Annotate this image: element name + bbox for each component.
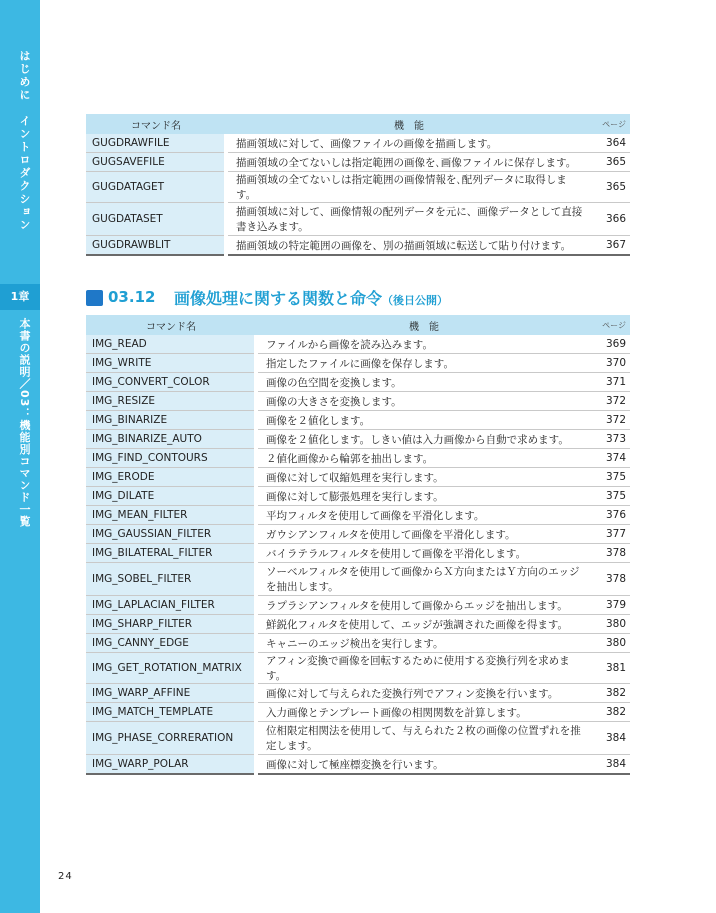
table-header-row	[86, 114, 630, 134]
command-name-cell: IMG_GAUSSIAN_FILTER	[86, 525, 256, 544]
page-cell: 370	[592, 354, 630, 373]
command-name-cell: IMG_CANNY_EDGE	[86, 634, 256, 653]
command-name-cell: IMG_BILATERAL_FILTER	[86, 544, 256, 563]
table-row	[86, 525, 630, 544]
page-cell: 382	[592, 684, 630, 703]
command-name-cell: IMG_READ	[86, 335, 256, 354]
page-cell: 365	[592, 153, 630, 172]
page-cell: 364	[592, 134, 630, 153]
table-row	[86, 430, 630, 449]
command-name-cell: IMG_CONVERT_COLOR	[86, 373, 256, 392]
command-name-cell: IMG_BINARIZE_AUTO	[86, 430, 256, 449]
page-cell: 378	[592, 563, 630, 596]
command-name-cell: IMG_DILATE	[86, 487, 256, 506]
chapter-sidebar	[0, 0, 40, 913]
page-cell: 378	[592, 544, 630, 563]
section-number: 03.12	[108, 288, 156, 306]
page-cell: 367	[592, 236, 630, 256]
sidebar-section-label: はじめに イントロダクション	[18, 50, 31, 232]
description-cell: 画像の大きさを変換します。	[256, 392, 592, 411]
section-title	[174, 286, 448, 309]
table-row	[86, 134, 630, 153]
table-row	[86, 392, 630, 411]
command-name-cell: IMG_WRITE	[86, 354, 256, 373]
page-cell: 373	[592, 430, 630, 449]
description-cell: 描画領域の全てないしは指定範囲の画像を､画像ファイルに保存します。	[226, 153, 592, 172]
command-name-cell: IMG_PHASE_CORRERATION	[86, 722, 256, 755]
table-row	[86, 373, 630, 392]
page-cell: 365	[592, 172, 630, 203]
command-table-img	[86, 315, 630, 775]
table-row	[86, 615, 630, 634]
description-cell: 画像に対して与えられた変換行列でアフィン変換を行います。	[256, 684, 592, 703]
page-cell: 384	[592, 722, 630, 755]
command-name-cell: IMG_RESIZE	[86, 392, 256, 411]
description-cell: 画像に対して膨張処理を実行します。	[256, 487, 592, 506]
command-name-cell: GUGDATASET	[86, 203, 226, 236]
command-name-cell: IMG_ERODE	[86, 468, 256, 487]
sidebar-chapter-label: 本書の説明／03：機能別コマンド一覧	[18, 318, 31, 528]
table-header-row	[86, 315, 630, 335]
header-page: ページ	[592, 114, 630, 134]
chapter-tab[interactable]: 1章	[0, 284, 40, 310]
table-row	[86, 684, 630, 703]
page-number: 24	[58, 871, 73, 882]
command-name-cell: IMG_FIND_CONTOURS	[86, 449, 256, 468]
page-cell: 381	[592, 653, 630, 684]
description-cell: 画像に対して極座標変換を行います。	[256, 755, 592, 775]
description-cell: バイラテラルフィルタを使用して画像を平滑化します。	[256, 544, 592, 563]
header-page: ページ	[592, 315, 630, 335]
description-cell: 画像に対して収縮処理を実行します。	[256, 468, 592, 487]
description-cell: アフィン変換で画像を回転するために使用する変換行列を求めます。	[256, 653, 592, 684]
description-cell: 入力画像とテンプレート画像の相関関数を計算します。	[256, 703, 592, 722]
command-name-cell: GUGSAVEFILE	[86, 153, 226, 172]
table-row	[86, 203, 630, 236]
page-cell: 372	[592, 411, 630, 430]
section-subtitle: （後日公開）	[382, 294, 449, 307]
table-row	[86, 449, 630, 468]
page-cell: 366	[592, 203, 630, 236]
table-row	[86, 544, 630, 563]
page-cell: 372	[592, 392, 630, 411]
command-name-cell: IMG_WARP_AFFINE	[86, 684, 256, 703]
command-name-cell: GUGDRAWFILE	[86, 134, 226, 153]
page-cell: 376	[592, 506, 630, 525]
description-cell: キャニーのエッジ検出を実行します。	[256, 634, 592, 653]
page-cell: 369	[592, 335, 630, 354]
description-cell: 描画領域に対して、画像ファイルの画像を描画します。	[226, 134, 592, 153]
description-cell: 平均フィルタを使用して画像を平滑化します。	[256, 506, 592, 525]
command-name-cell: IMG_GET_ROTATION_MATRIX	[86, 653, 256, 684]
description-cell: ２値化画像から輪郭を抽出します。	[256, 449, 592, 468]
description-cell: 画像の色空間を変換します。	[256, 373, 592, 392]
command-name-cell: IMG_LAPLACIAN_FILTER	[86, 596, 256, 615]
table-row	[86, 722, 630, 755]
description-cell: ソーベルフィルタを使用して画像からＸ方向またはＹ方向のエッジを抽出します。	[256, 563, 592, 596]
table-row	[86, 703, 630, 722]
command-table-gug	[86, 114, 630, 256]
table-row	[86, 335, 630, 354]
description-cell: ガウシアンフィルタを使用して画像を平滑化します。	[256, 525, 592, 544]
header-function: 機 能	[226, 114, 592, 134]
section-marker-icon	[86, 290, 103, 306]
table-row	[86, 153, 630, 172]
header-command-name: コマンド名	[86, 315, 256, 335]
page-cell: 377	[592, 525, 630, 544]
header-function: 機 能	[256, 315, 592, 335]
command-name-cell: IMG_SHARP_FILTER	[86, 615, 256, 634]
page-cell: 380	[592, 615, 630, 634]
page-cell: 379	[592, 596, 630, 615]
table-row	[86, 172, 630, 203]
page-cell: 380	[592, 634, 630, 653]
command-name-cell: IMG_WARP_POLAR	[86, 755, 256, 775]
command-name-cell: IMG_SOBEL_FILTER	[86, 563, 256, 596]
command-name-cell: IMG_MEAN_FILTER	[86, 506, 256, 525]
table-row	[86, 755, 630, 775]
command-name-cell: IMG_BINARIZE	[86, 411, 256, 430]
description-cell: ファイルから画像を読み込みます。	[256, 335, 592, 354]
table-row	[86, 236, 630, 256]
page-cell: 384	[592, 755, 630, 775]
page-cell: 371	[592, 373, 630, 392]
description-cell: 指定したファイルに画像を保存します。	[256, 354, 592, 373]
description-cell: 描画領域の全てないしは指定範囲の画像情報を､配列データに取得します。	[226, 172, 592, 203]
table-row	[86, 487, 630, 506]
section-title-text: 画像処理に関する関数と命令	[174, 289, 383, 308]
table-row	[86, 468, 630, 487]
header-command-name: コマンド名	[86, 114, 226, 134]
command-name-cell: GUGDATAGET	[86, 172, 226, 203]
table-row	[86, 596, 630, 615]
table-row	[86, 653, 630, 684]
description-cell: 描画領域の特定範囲の画像を、別の描画領域に転送して貼り付けます。	[226, 236, 592, 256]
description-cell: 画像を２値化します。しきい値は入力画像から自動で求めます。	[256, 430, 592, 449]
description-cell: 画像を２値化します。	[256, 411, 592, 430]
table-row	[86, 634, 630, 653]
table-row	[86, 506, 630, 525]
table-row	[86, 563, 630, 596]
page-cell: 382	[592, 703, 630, 722]
command-name-cell: IMG_MATCH_TEMPLATE	[86, 703, 256, 722]
description-cell: 描画領域に対して、画像情報の配列データを元に、画像データとして直接書き込みます。	[226, 203, 592, 236]
description-cell: ラプラシアンフィルタを使用して画像からエッジを抽出します。	[256, 596, 592, 615]
table-row	[86, 354, 630, 373]
description-cell: 位相限定相関法を使用して、与えられた２枚の画像の位置ずれを推定します。	[256, 722, 592, 755]
command-name-cell: GUGDRAWBLIT	[86, 236, 226, 256]
page-cell: 375	[592, 468, 630, 487]
page-cell: 374	[592, 449, 630, 468]
description-cell: 鮮鋭化フィルタを使用して、エッジが強調された画像を得ます。	[256, 615, 592, 634]
page-cell: 375	[592, 487, 630, 506]
table-row	[86, 411, 630, 430]
